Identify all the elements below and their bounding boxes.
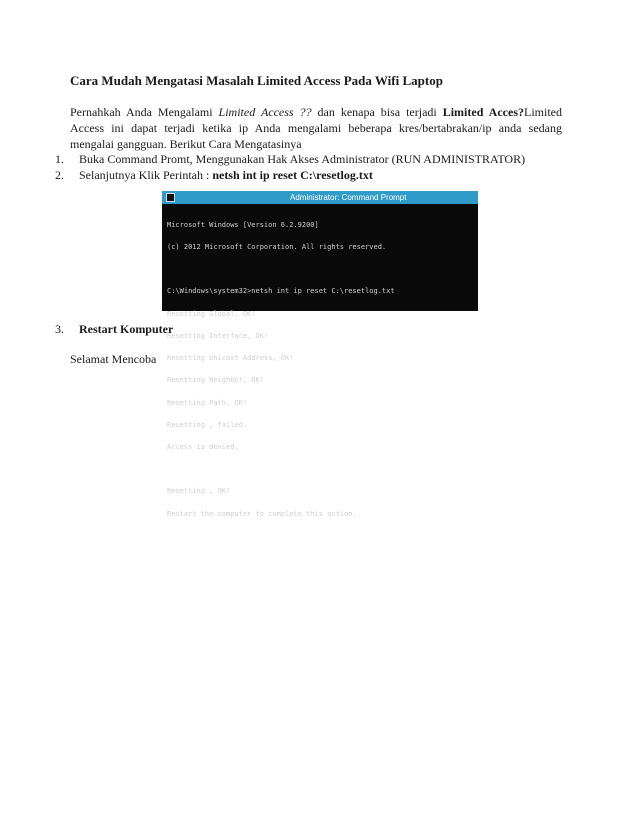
- console-line: Resetting Neighbor, OK!: [167, 376, 264, 385]
- console-line: Resetting Unicast Address, OK!: [167, 354, 294, 363]
- list-text: Restart Komputer: [79, 322, 174, 336]
- intro-text: Pernahkah Anda Mengalami: [70, 105, 219, 119]
- intro-paragraph: [70, 104, 562, 152]
- command-prompt-screenshot: [162, 191, 478, 518]
- console-output: [167, 207, 474, 533]
- list-command: netsh int ip reset C:\resetlog.txt: [212, 168, 373, 182]
- closing-text: Selamat Mencoba: [70, 352, 157, 366]
- console-line: [167, 466, 474, 473]
- list-number: 3.: [55, 322, 64, 336]
- console-line: Resetting Global, OK!: [167, 309, 256, 318]
- console-line: Access is denied.: [167, 443, 239, 451]
- intro-line-3: mengalai gangguan. Berikut Cara Mengatasinya: [70, 137, 302, 151]
- intro-italic: Limited Access ??: [218, 105, 312, 119]
- console-line: Microsoft Windows [Version 6.2.9200]: [167, 220, 319, 229]
- list-text: Buka Command Promt, Menggunakan Hak Akses Administrator (RUN ADMINISTRATOR): [79, 152, 526, 166]
- window-title: Administrator: Command Prompt: [290, 193, 407, 202]
- console-line: C:\Windows\system32>netsh int ip reset C:\resetlog.txt: [167, 287, 395, 296]
- intro-text: dan kenapa bisa terjadi: [311, 105, 443, 119]
- console-line: Restart the computer to complete this action.: [167, 509, 357, 518]
- console-line: Resetting , OK!: [167, 487, 231, 496]
- intro-bold: Limited Acces?: [442, 105, 524, 119]
- intro-line-1: [70, 104, 562, 120]
- window-titlebar: [162, 192, 478, 204]
- console-line: (c) 2012 Microsoft Corporation. All rights reserved.: [167, 243, 387, 252]
- list-number: 2.: [55, 168, 64, 182]
- console-line: [167, 266, 474, 273]
- list-text: Selanjutnya Klik Perintah :: [79, 168, 213, 182]
- console-line: Resetting , failed.: [167, 420, 248, 429]
- console-line: Resetting Path, OK!: [167, 398, 248, 407]
- list-number: 1.: [55, 152, 64, 166]
- document-title: Cara Mudah Mengatasi Masalah Limited Access Pada Wifi Laptop: [70, 73, 443, 88]
- console-line: Resetting Interface, OK!: [167, 331, 269, 340]
- intro-line-2: Access ini dapat terjadi ketika ip Anda mengalami beberapa kres/bertabrakan/ip anda sedang: [70, 121, 562, 135]
- intro-text: Limited: [524, 105, 562, 119]
- console-icon: [166, 193, 175, 202]
